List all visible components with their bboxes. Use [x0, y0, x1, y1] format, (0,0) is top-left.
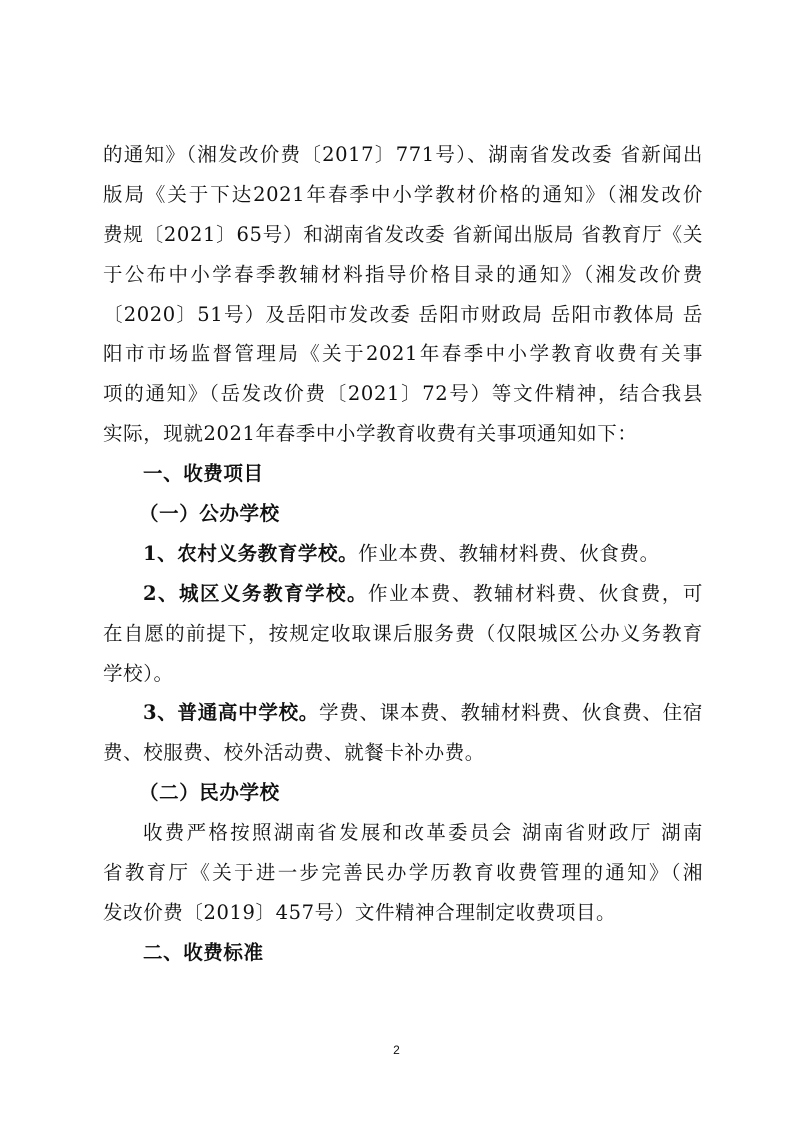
- item-high-school-title: 3、普通高中学校。: [143, 701, 320, 725]
- item-high-school-line-2: 费、校服费、校外活动费、就餐卡补办费。: [103, 741, 485, 765]
- item-rural-compulsory: [103, 541, 703, 567]
- item-rural-text: 作业本费、教辅材料费、伙食费。: [358, 541, 660, 565]
- item-high-school-text: 学费、课本费、教辅材料费、伙食费、住宿: [319, 701, 703, 725]
- paragraph-line-4: 于公布中小学春季教辅材料指导价格目录的通知》（湘发改价费: [103, 262, 703, 286]
- private-line-1: 收费严格按照湖南省发展和改革委员会 湖南省财政厅 湖南: [143, 821, 703, 845]
- section-heading-fee-items: 一、收费项目: [143, 462, 264, 486]
- paragraph-line-1: 的通知》（湘发改价费〔2017〕771号）、湖南省发改委 省新闻出: [103, 143, 703, 166]
- paragraph-line-2: 版局《关于下达2021年春季中小学教材价格的通知》（湘发改价: [103, 182, 703, 206]
- section-heading-fee-standards: 二、收费标准: [143, 940, 264, 964]
- paragraph-line-6: 阳市市场监督管理局《关于2021年春季中小学教育收费有关事: [103, 342, 703, 366]
- private-line-2: 省教育厅《关于进一步完善民办学历教育收费管理的通知》（湘: [103, 861, 703, 885]
- private-line-3: 发改价费〔2019〕457号）文件精神合理制定收费项目。: [103, 900, 617, 924]
- paragraph-line-7: 项的通知》（岳发改价费〔2021〕72号）等文件精神，结合我县: [103, 382, 703, 406]
- item-urban-line-3: 学校）。: [103, 661, 174, 685]
- subheading-private-schools: （二）民办学校: [139, 781, 280, 805]
- item-urban-text: 作业本费、教辅材料费、伙食费，可: [368, 581, 703, 605]
- document-body: [103, 142, 703, 980]
- item-rural-title: 1、农村义务教育学校。: [143, 541, 359, 565]
- item-urban-compulsory: [103, 581, 703, 607]
- item-urban-line-2: 在自愿的前提下，按规定收取课后服务费（仅限城区公办义务教育: [103, 621, 703, 645]
- page-number: 2: [393, 1043, 400, 1057]
- subheading-public-schools: （一）公办学校: [139, 502, 280, 526]
- item-high-school: [103, 700, 703, 726]
- paragraph-line-3: 费规〔2021〕65号）和湖南省发改委 省新闻出版局 省教育厅《关: [103, 222, 703, 246]
- item-urban-title: 2、城区义务教育学校。: [143, 581, 368, 605]
- paragraph-line-5: 〔2020〕51号）及岳阳市发改委 岳阳市财政局 岳阳市教体局 岳: [103, 302, 703, 326]
- paragraph-line-8: 实际，现就2021年春季中小学教育收费有关事项通知如下：: [103, 422, 638, 446]
